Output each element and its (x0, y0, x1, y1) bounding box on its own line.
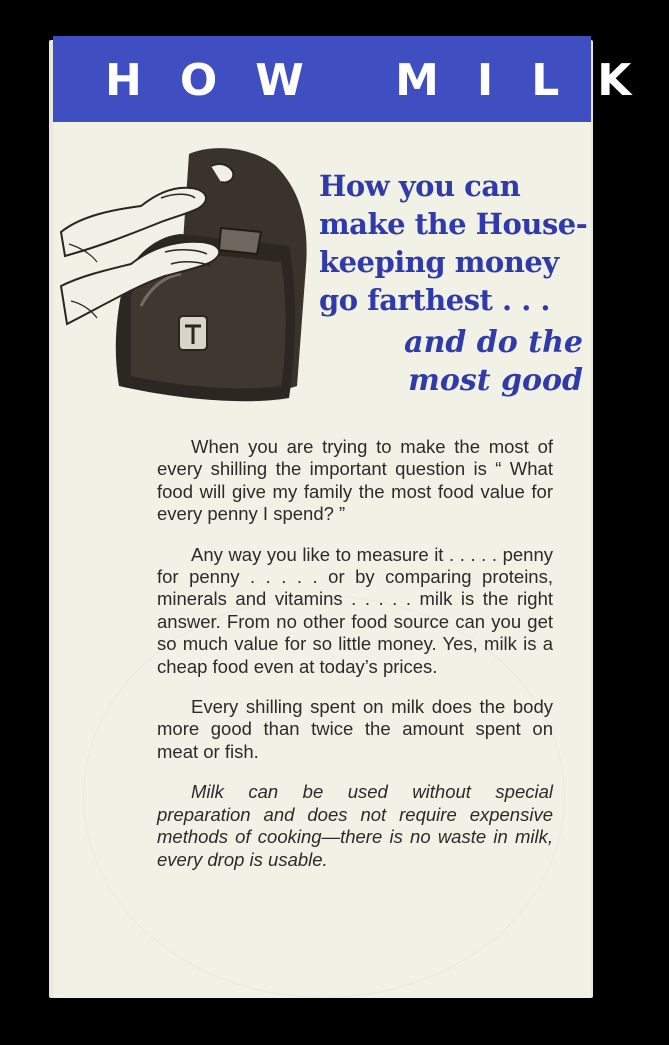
paragraph: Every shilling spent on milk does the body more good than twice the amount spent on meat or fish. (157, 696, 553, 762)
paragraph: Any way you like to measure it . . . . . penny for penny . . . . . or by comparing proteins, minerals and vitamins . . . . . milk is the right answer. From no other food source can you get so much value for so little money. Yes, milk is a cheap food even at today’s prices. (157, 543, 553, 677)
body-text (157, 436, 553, 889)
title-banner (53, 36, 669, 122)
headline-line-4: go farthest . . . (319, 283, 550, 317)
purse-icon (61, 136, 313, 408)
banner-title: HOW MILK (105, 55, 669, 106)
tagline-line-2: most good (408, 363, 583, 398)
leaflet-page (53, 36, 669, 998)
paragraph: When you are trying to make the most of every shilling the important question is “ What food will give my family the most food value for every penny I spend? ” (157, 436, 553, 525)
tagline-line-1: and do the (404, 325, 583, 360)
headline-line-2: make the House- (319, 207, 588, 241)
tagline (343, 324, 583, 400)
purse-illustration (61, 136, 313, 408)
headline-line-3: keeping money (319, 245, 559, 279)
headline-line-1: How you can (319, 169, 521, 203)
headline (319, 167, 588, 319)
paragraph-italic: Milk can be used without special preparation and does not require expensive methods of cooking—there is no waste in milk, every drop is usable. (157, 781, 553, 870)
